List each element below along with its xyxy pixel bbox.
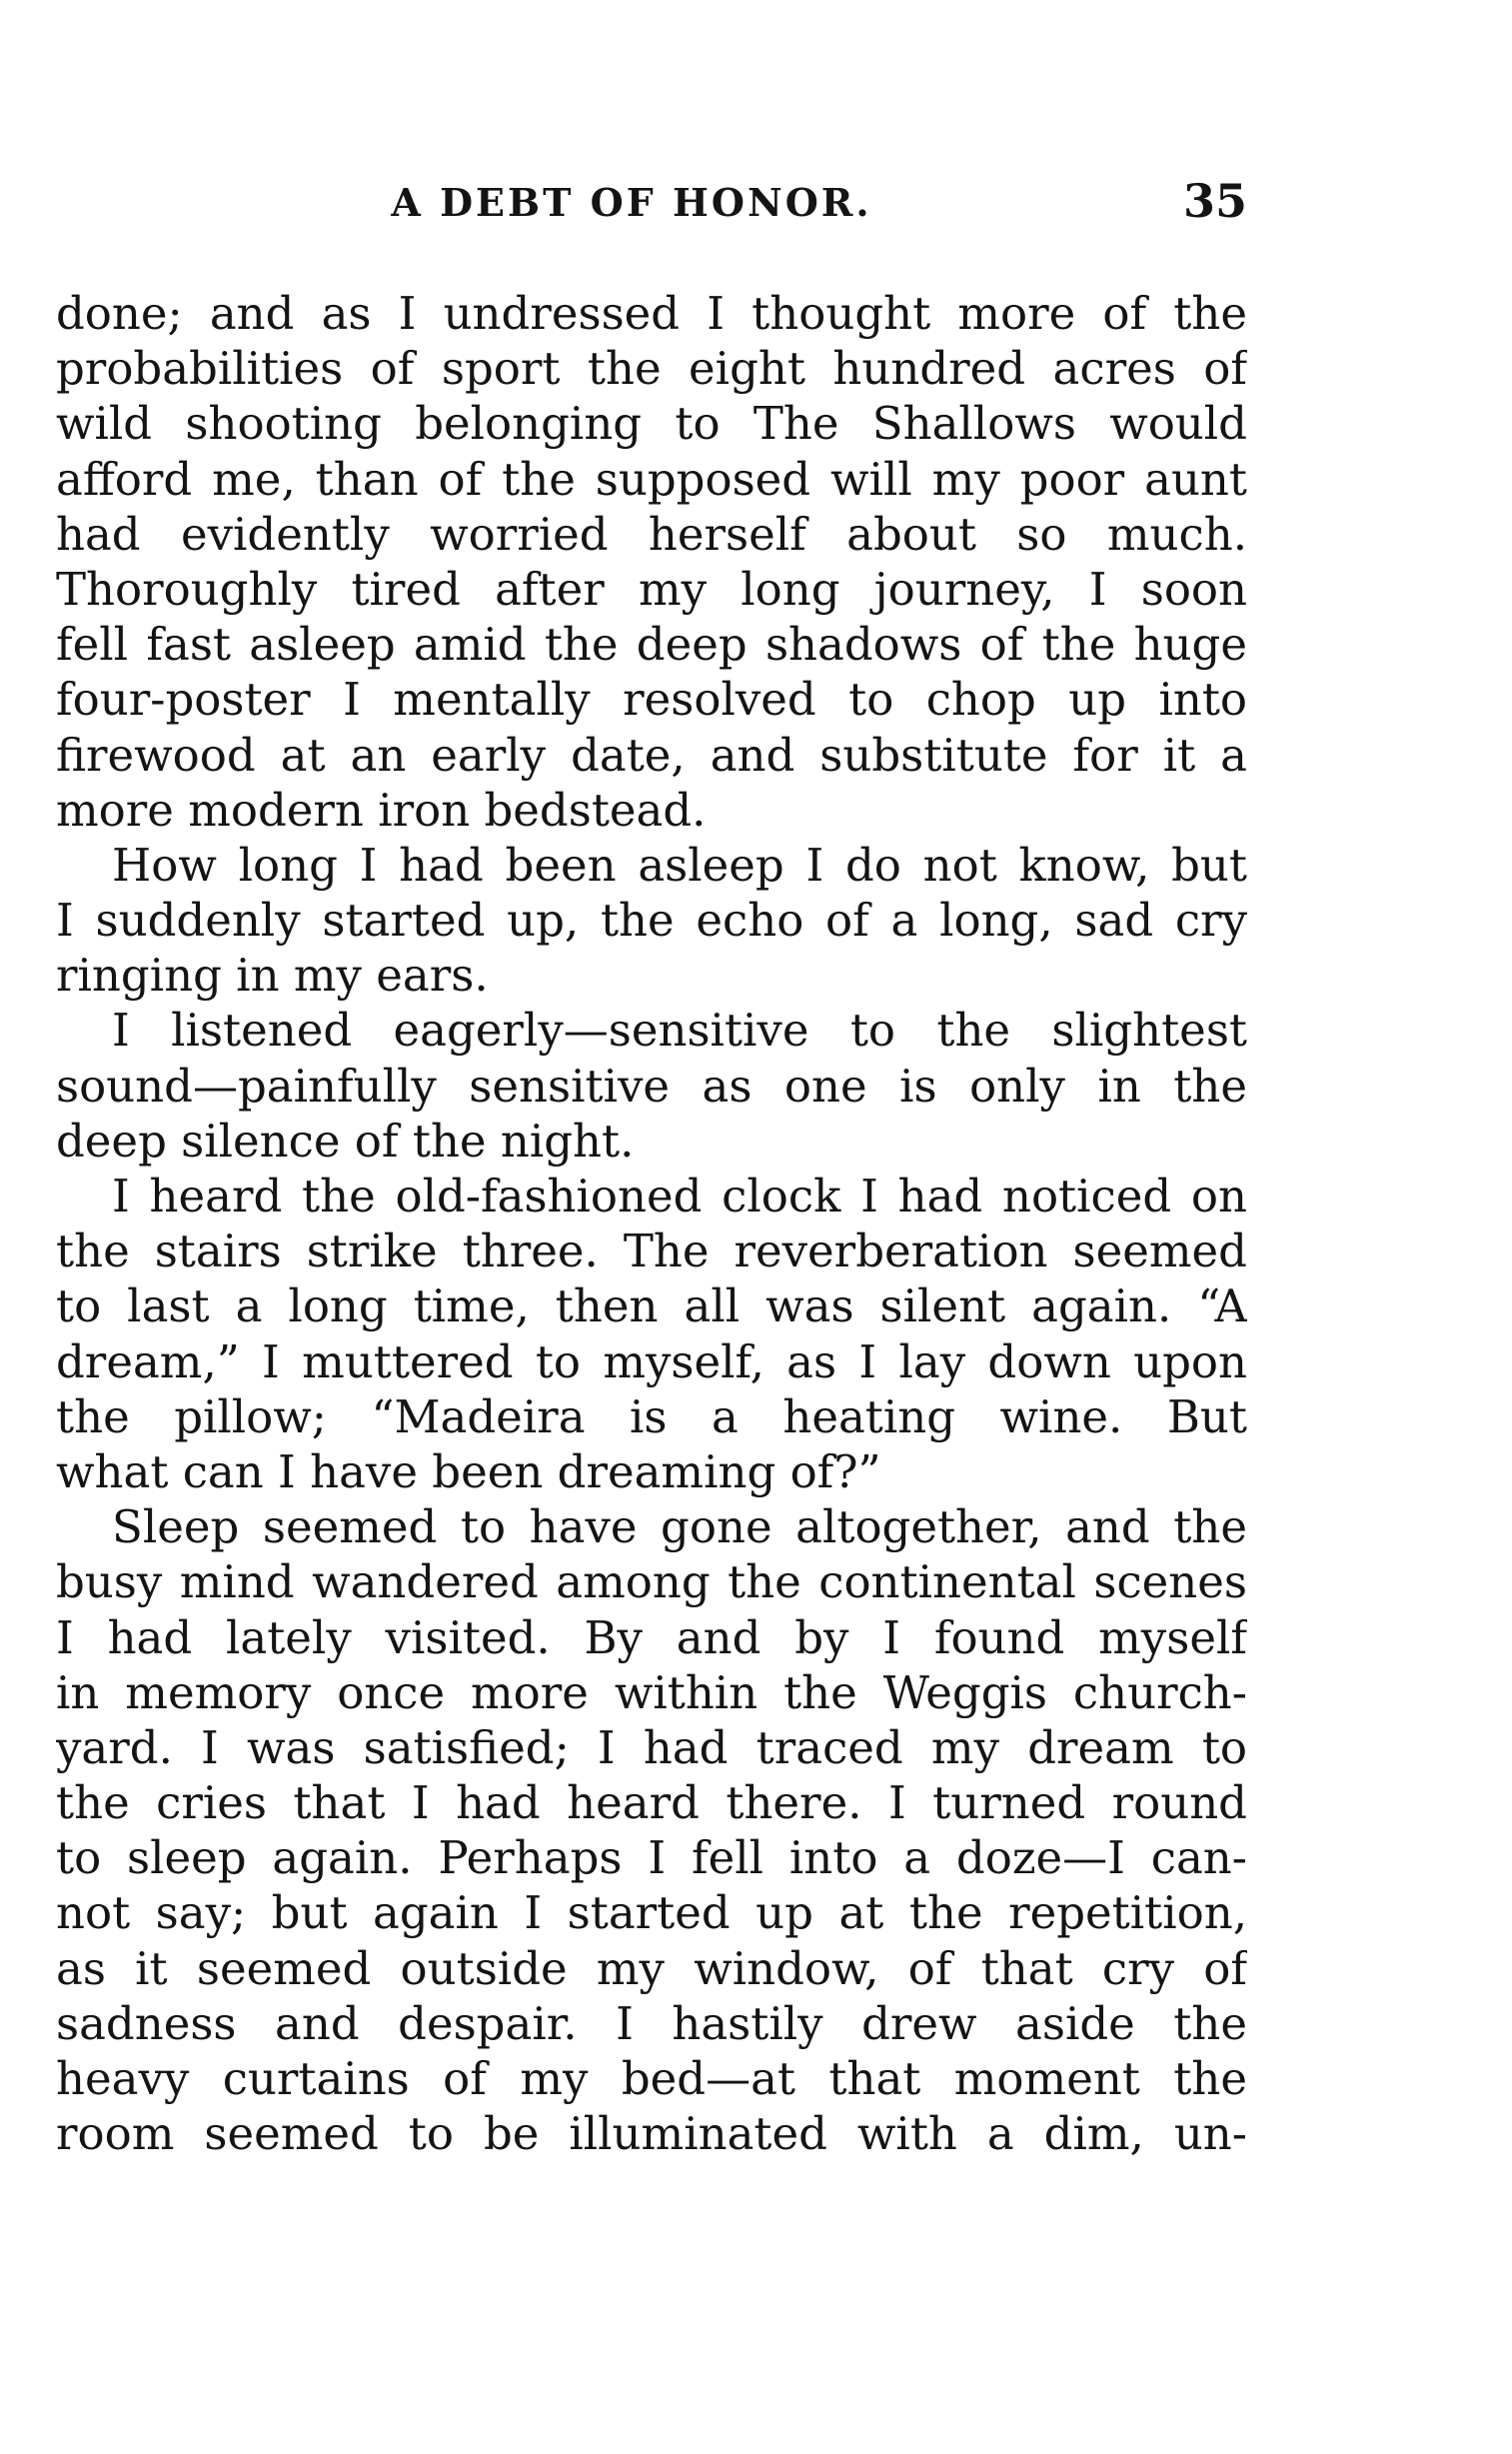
running-head	[56, 174, 1247, 240]
text-line: the cries that I had heard there. I turned round	[56, 1776, 1247, 1830]
text-line: probabilities of sport the eight hundred acres of	[56, 342, 1247, 396]
text-line: I suddenly started up, the echo of a long, sad cry	[56, 894, 1247, 948]
text-line: sound—painfully sensitive as one is only in the	[56, 1059, 1247, 1113]
text-line: I had lately visited. By and by I found myself	[56, 1610, 1247, 1664]
text-line: to sleep again. Perhaps I fell into a doze—I can-	[56, 1831, 1247, 1885]
text-line: heavy curtains of my bed—at that moment the	[56, 2052, 1247, 2105]
text-line: Thoroughly tired after my long journey, I soon	[56, 562, 1247, 616]
text-line: more modern iron bedstead.	[56, 783, 707, 837]
text-line: I listened eagerly—sensitive to the slightest	[112, 1004, 1247, 1058]
text-line: deep silence of the night.	[56, 1114, 635, 1168]
text-line: fell fast asleep amid the deep shadows of the huge	[56, 618, 1247, 672]
text-line: what can I have been dreaming of?”	[56, 1444, 881, 1498]
text-line: room seemed to be illuminated with a dim, un-	[56, 2107, 1247, 2161]
page-number: 35	[1182, 174, 1247, 228]
text-line: not say; but again I started up at the repetition,	[56, 1886, 1247, 1940]
text-line: ringing in my ears.	[56, 949, 489, 1003]
text-line: as it seemed outside my window, of that cry of	[56, 1941, 1247, 1995]
body-text	[56, 286, 1247, 2161]
running-title: A DEBT OF HONOR.	[391, 180, 872, 225]
text-line: the stairs strike three. The reverberation seemed	[56, 1225, 1247, 1278]
text-line: Sleep seemed to have gone altogether, and the	[112, 1500, 1247, 1554]
text-line: afford me, than of the supposed will my poor aunt	[56, 452, 1247, 506]
text-line: wild shooting belonging to The Shallows would	[56, 397, 1247, 451]
text-line: the pillow; “Madeira is a heating wine. But	[56, 1389, 1247, 1443]
text-line: yard. I was satisfied; I had traced my dream to	[56, 1720, 1247, 1774]
text-line: I heard the old-fashioned clock I had noticed on	[112, 1170, 1247, 1223]
text-line: had evidently worried herself about so much.	[56, 507, 1247, 561]
text-line: busy mind wandered among the continental scenes	[56, 1555, 1247, 1609]
text-line: sadness and despair. I hastily drew aside the	[56, 1996, 1247, 2050]
text-line: done; and as I undressed I thought more of the	[56, 287, 1247, 340]
text-line: dream,” I muttered to myself, as I lay down upon	[56, 1334, 1247, 1388]
text-line: How long I had been asleep I do not know, but	[112, 838, 1247, 892]
text-line: four-poster I mentally resolved to chop up into	[56, 673, 1247, 727]
text-line: firewood at an early date, and substitute for it a	[56, 728, 1247, 782]
text-line: in memory once more within the Weggis church-	[56, 1665, 1247, 1719]
text-line: to last a long time, then all was silent again. “A	[56, 1279, 1247, 1333]
